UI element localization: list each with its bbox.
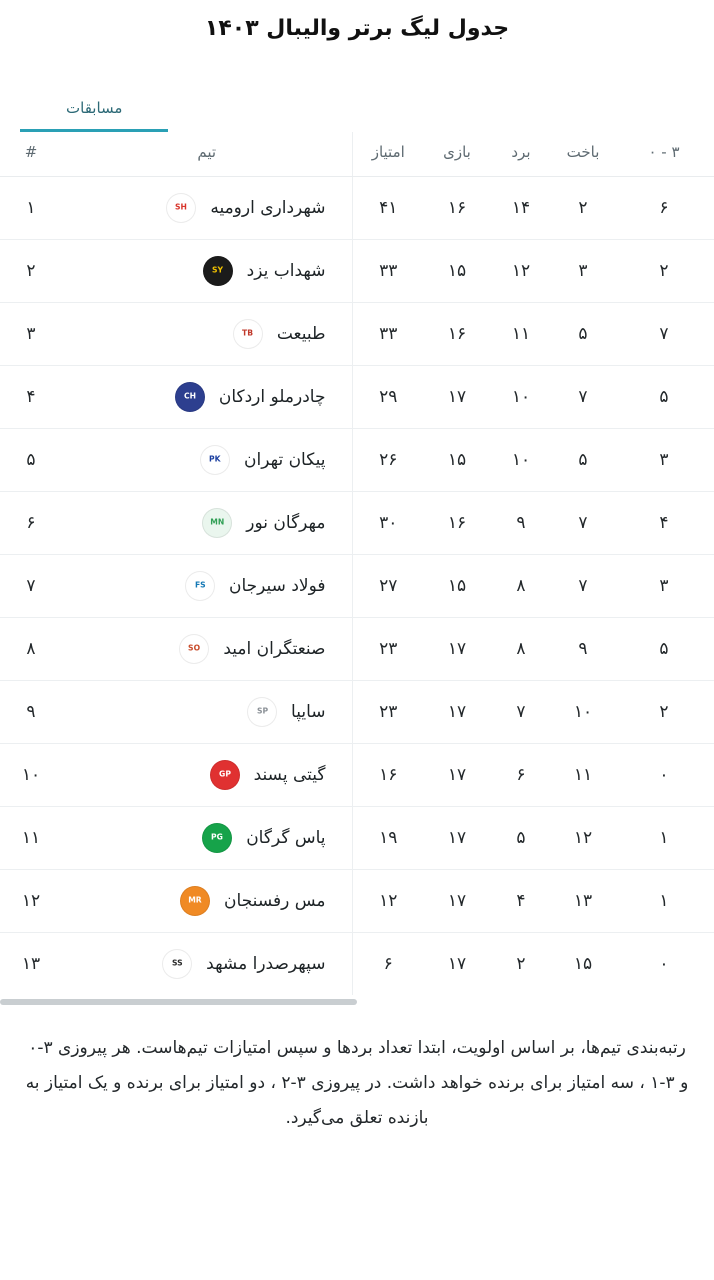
team-cell: [62, 382, 352, 412]
cell-rank: ۸: [0, 618, 62, 681]
cell-team[interactable]: [62, 681, 352, 744]
cell-games: ۱۵: [424, 555, 490, 618]
cell-losses: ۵: [552, 303, 614, 366]
crest-shahdab-yazd-icon: [203, 256, 233, 286]
cell-games: ۱۷: [447, 954, 467, 975]
cell-rank: ۲: [0, 240, 62, 303]
col-header-points[interactable]: امتیاز: [352, 132, 424, 177]
crest-foolad-sirjan-icon: [185, 571, 215, 601]
cell-team[interactable]: [62, 555, 352, 618]
cell-losses: ۱۵: [573, 954, 593, 975]
cell-losses: ۱۱: [552, 744, 614, 807]
crest-initials: TB: [242, 330, 254, 339]
crest-initials: PK: [209, 456, 221, 465]
team-name: شهداب یزد: [246, 261, 326, 282]
cell-wins: ۱۲: [490, 240, 552, 303]
col-header-losses[interactable]: باخت: [552, 132, 614, 177]
team-cell: [62, 319, 352, 349]
cell-sets: ۰: [659, 954, 669, 975]
cell-sets: ۴: [614, 492, 714, 555]
crest-shahrdari-urmia-icon: [166, 193, 196, 223]
cell-wins: ۶: [490, 744, 552, 807]
crest-initials: MN: [210, 519, 225, 528]
cell-losses: ۷: [552, 555, 614, 618]
cell-team[interactable]: [62, 366, 352, 429]
cell-wins: ۱۰: [490, 366, 552, 429]
cell-games: ۱۷: [424, 618, 490, 681]
crest-mehregan-nour-icon: [202, 508, 232, 538]
cell-wins: ۸: [490, 555, 552, 618]
cell-wins: ۴: [490, 870, 552, 933]
table-row[interactable]: [0, 240, 714, 303]
cell-games: ۱۷: [424, 366, 490, 429]
cell-rank: ۱۱: [0, 807, 62, 870]
cell-team[interactable]: [62, 240, 352, 303]
standings-table-scroll: [0, 132, 714, 1005]
team-cell: [62, 445, 352, 475]
crest-initials: SO: [188, 645, 201, 654]
team-name: پیکان تهران: [244, 450, 326, 471]
cell-team[interactable]: [62, 429, 352, 492]
cell-losses: ۱۰: [552, 681, 614, 744]
cell-losses: ۲: [552, 177, 614, 240]
table-row[interactable]: [0, 681, 714, 744]
crest-tabiat-icon: [233, 319, 263, 349]
cell-rank: ۱۲: [0, 870, 62, 933]
table-row[interactable]: [0, 933, 714, 996]
cell-games: ۱۶: [424, 177, 490, 240]
cell-sets: ۳: [614, 429, 714, 492]
team-name: سایپا: [291, 702, 326, 723]
table-row[interactable]: [0, 555, 714, 618]
table-row[interactable]: [0, 429, 714, 492]
crest-sepehr-sadra-icon: [162, 949, 192, 979]
cell-sets: ۱: [614, 870, 714, 933]
cell-wins: ۸: [490, 618, 552, 681]
cell-points: ۶: [352, 933, 424, 996]
crest-initials: SY: [212, 267, 224, 276]
standings-body: [0, 177, 714, 996]
cell-wins: ۵: [490, 807, 552, 870]
cell-team[interactable]: [62, 492, 352, 555]
crest-initials: SS: [171, 960, 183, 969]
cell-points: ۲۶: [352, 429, 424, 492]
crest-initials: SH: [175, 204, 188, 213]
crest-paykan-icon: [200, 445, 230, 475]
cell-games: ۱۵: [424, 429, 490, 492]
cell-rank: ۱۳: [21, 954, 41, 975]
cell-games: ۱۷: [424, 870, 490, 933]
standings-head: [0, 132, 714, 177]
cell-wins: ۹: [490, 492, 552, 555]
cell-rank: ۴: [0, 366, 62, 429]
cell-points: ۱۹: [352, 807, 424, 870]
team-name: سپهرصدرا مشهد: [206, 954, 326, 975]
crest-mes-rafsanjan-icon: [180, 886, 210, 916]
table-row[interactable]: [0, 492, 714, 555]
table-row[interactable]: [0, 618, 714, 681]
crest-pas-gorgan-icon: [202, 823, 232, 853]
team-cell: [62, 571, 352, 601]
table-row[interactable]: [0, 744, 714, 807]
cell-losses: ۳: [552, 240, 614, 303]
team-cell: [62, 697, 352, 727]
team-name: چادرملو اردکان: [218, 387, 326, 408]
cell-sets: ۲: [614, 681, 714, 744]
cell-rank: ۵: [0, 429, 62, 492]
table-row[interactable]: [0, 870, 714, 933]
cell-sets: ۳: [614, 555, 714, 618]
team-name: صنعتگران امید: [223, 639, 326, 660]
team-cell: [62, 256, 352, 286]
table-row[interactable]: [0, 366, 714, 429]
cell-rank: ۹: [0, 681, 62, 744]
cell-losses: ۱۳: [552, 870, 614, 933]
team-name: پاس گرگان: [246, 828, 326, 849]
cell-sets: ۲: [614, 240, 714, 303]
cell-sets: ۵: [614, 618, 714, 681]
cell-points: ۳۳: [352, 303, 424, 366]
col-header-games[interactable]: بازی: [424, 132, 490, 177]
cell-points: ۳۰: [352, 492, 424, 555]
col-header-team[interactable]: تیم: [62, 132, 352, 177]
footnote: رتبه‌بندی تیم‌ها، بر اساس اولویت، ابتدا تعداد بردها و سپس امتیازات تیم‌هاست. هر پیروزی ۳-۰ و ۳-۱ ، سه امتیاز برای برنده خواهد داشت. در پیروزی ۳-۲ ، دو امتیاز برای برنده و یک امتیاز به بازنده تعلق می‌گیرد.: [25, 1038, 689, 1128]
cell-games: ۱۵: [424, 240, 490, 303]
cell-wins: ۲: [516, 954, 526, 975]
col-header-wins[interactable]: برد: [490, 132, 552, 177]
cell-points: ۴۱: [352, 177, 424, 240]
scrollbar-thumb[interactable]: [0, 999, 357, 1005]
crest-sanatgaran-omid-icon: [179, 634, 209, 664]
cell-rank: ۶: [0, 492, 62, 555]
cell-losses: ۹: [552, 618, 614, 681]
cell-team[interactable]: [62, 744, 352, 807]
page-header: [0, 0, 714, 51]
cell-team[interactable]: [62, 177, 352, 240]
cell-rank: ۱: [0, 177, 62, 240]
cell-team[interactable]: [62, 807, 352, 870]
team-name: مهرگان نور: [246, 513, 326, 534]
standings-table: [0, 132, 714, 995]
cell-games: ۱۶: [424, 303, 490, 366]
tab-matches-label: مسابقات: [66, 99, 123, 117]
table-row[interactable]: [0, 303, 714, 366]
cell-games: ۱۷: [424, 744, 490, 807]
cell-wins: ۱۱: [490, 303, 552, 366]
cell-rank: ۱۰: [0, 744, 62, 807]
cell-rank: ۷: [0, 555, 62, 618]
cell-points: ۲۹: [352, 366, 424, 429]
crest-chadormalou-icon: [175, 382, 205, 412]
cell-losses: ۷: [552, 492, 614, 555]
tab-bar: [0, 95, 714, 132]
crest-giti-pasand-icon: [210, 760, 240, 790]
cell-losses: ۷: [552, 366, 614, 429]
team-cell: [62, 949, 352, 979]
cell-team[interactable]: [62, 933, 352, 996]
team-cell: [62, 193, 352, 223]
cell-sets: ۱: [614, 807, 714, 870]
cell-points: ۳۳: [352, 240, 424, 303]
team-cell: [62, 823, 352, 853]
cell-games: ۱۷: [424, 681, 490, 744]
cell-points: ۲۳: [352, 618, 424, 681]
page-title: جدول لیگ برتر والیبال ۱۴۰۳: [204, 16, 510, 41]
cell-sets: ۰: [614, 744, 714, 807]
col-header-sets[interactable]: ۳ - ۰: [614, 132, 714, 177]
crest-initials: SP: [256, 708, 268, 717]
cell-wins: ۷: [490, 681, 552, 744]
crest-initials: CH: [183, 393, 196, 402]
crest-saipa-icon: [247, 697, 277, 727]
crest-initials: GP: [218, 771, 231, 780]
crest-initials: FS: [194, 582, 206, 591]
horizontal-scrollbar[interactable]: [0, 999, 714, 1005]
col-header-rank[interactable]: #: [0, 132, 62, 177]
cell-wins: ۱۴: [490, 177, 552, 240]
cell-wins: ۱۰: [490, 429, 552, 492]
team-name: مس رفسنجان: [224, 891, 326, 912]
cell-sets: ۶: [614, 177, 714, 240]
team-cell: [62, 634, 352, 664]
tabs: [20, 95, 168, 132]
cell-team[interactable]: [62, 303, 352, 366]
team-name: گیتی پسند: [253, 765, 326, 786]
cell-losses: ۵: [552, 429, 614, 492]
team-name: طبیعت: [276, 324, 326, 345]
table-row[interactable]: [0, 807, 714, 870]
crest-initials: PG: [211, 834, 224, 843]
team-name: شهرداری ارومیه: [210, 198, 326, 219]
cell-games: ۱۷: [424, 807, 490, 870]
cell-sets: ۷: [614, 303, 714, 366]
crest-initials: MR: [188, 897, 202, 906]
table-row[interactable]: [0, 177, 714, 240]
team-cell: [62, 886, 352, 916]
cell-team[interactable]: [62, 870, 352, 933]
cell-points: ۱۶: [352, 744, 424, 807]
cell-games: ۱۶: [424, 492, 490, 555]
team-name: فولاد سیرجان: [228, 576, 326, 597]
cell-points: ۲۷: [352, 555, 424, 618]
team-cell: [62, 760, 352, 790]
cell-team[interactable]: [62, 618, 352, 681]
cell-losses: ۱۲: [552, 807, 614, 870]
cell-sets: ۵: [614, 366, 714, 429]
cell-points: ۱۲: [352, 870, 424, 933]
cell-rank: ۳: [0, 303, 62, 366]
cell-points: ۲۳: [352, 681, 424, 744]
team-cell: [62, 508, 352, 538]
standings-header-row: [0, 132, 714, 177]
tab-matches[interactable]: [20, 95, 168, 132]
